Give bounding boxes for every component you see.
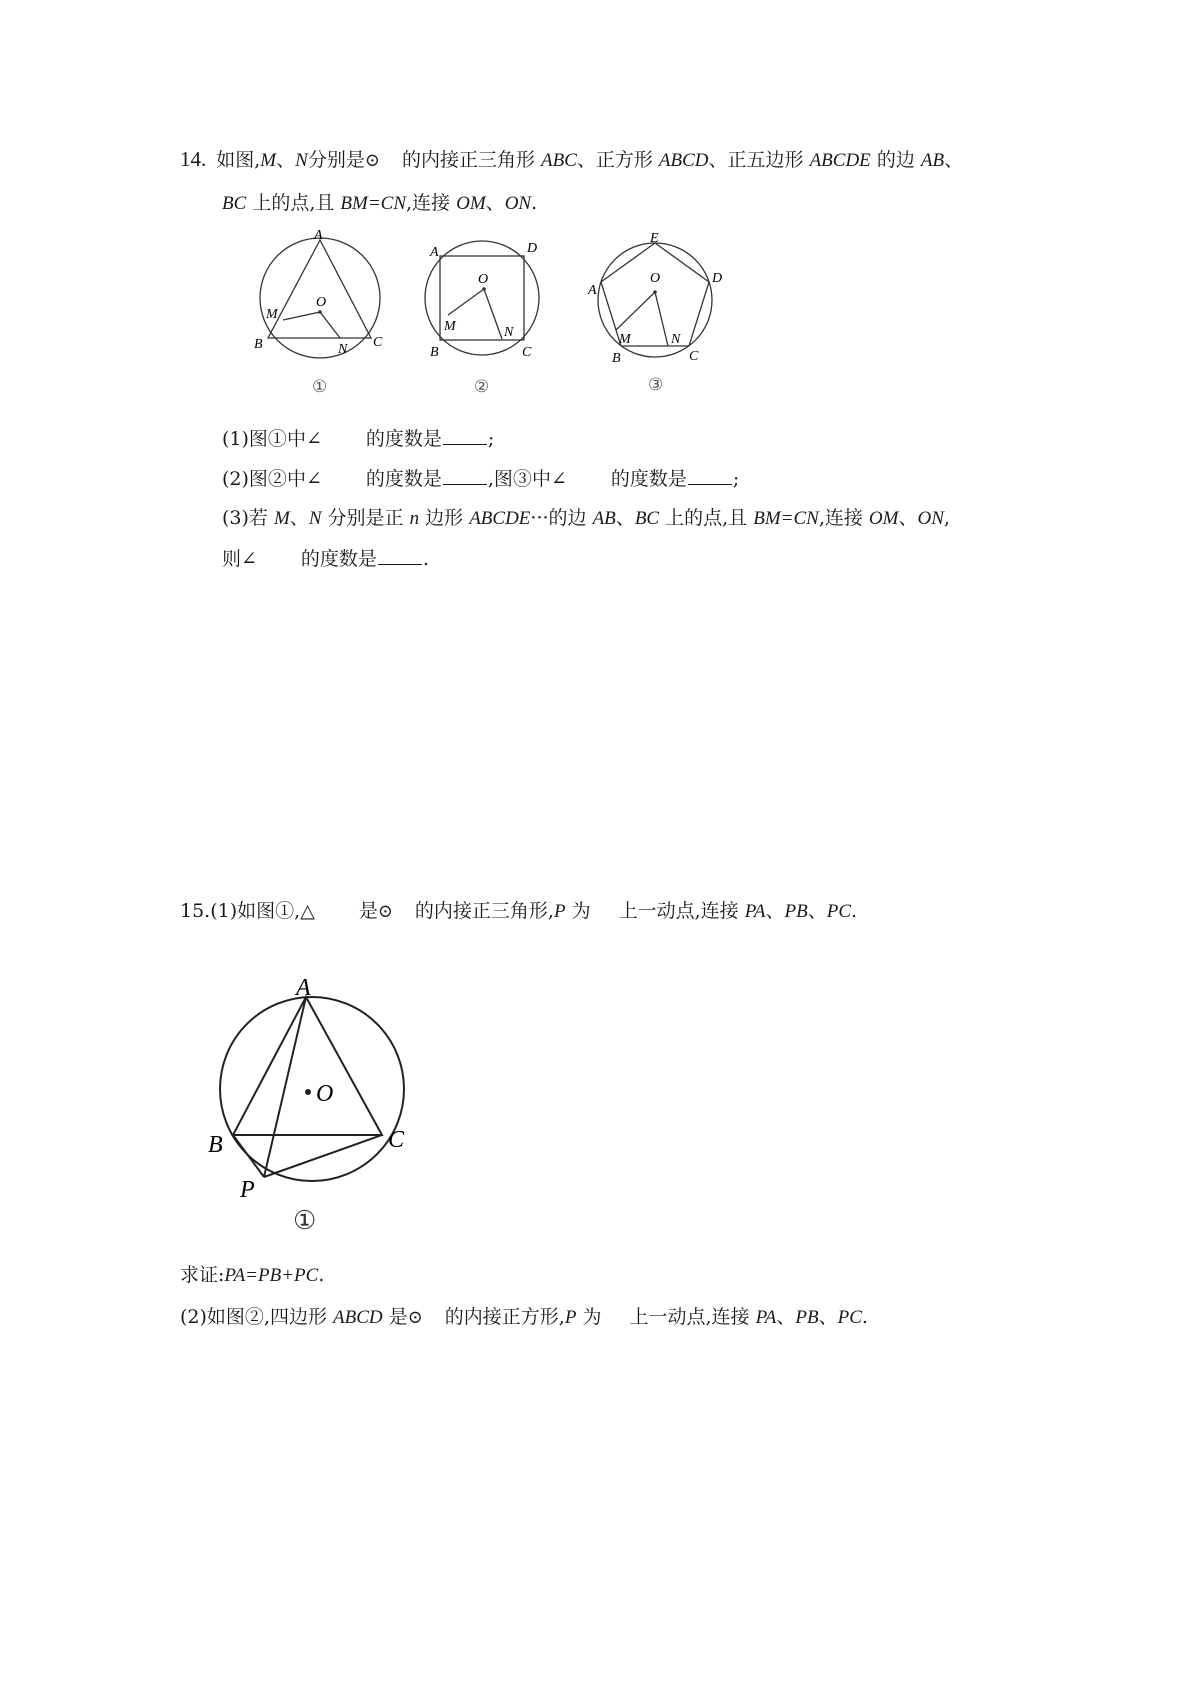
- figure-caption: ①: [312, 377, 328, 396]
- figure-caption: ③: [648, 375, 664, 394]
- q14-line-1: 14. 如图,M、N分别是⊙ 的内接正三角形 ABC、正方形 ABCD、正五边形 ABCDE 的边 AB、: [180, 147, 964, 171]
- label-M: M: [444, 319, 456, 334]
- label-O: O: [316, 295, 327, 310]
- label-N: N: [338, 342, 348, 357]
- answer-blank[interactable]: [443, 426, 487, 445]
- q15-line-1: 15.(1)如图①,△ 是⊙ 的内接正三角形,P 为 上一动点,连接 PA、PB、PC.: [180, 900, 858, 922]
- label-M: M: [619, 332, 631, 347]
- label-O: O: [316, 1081, 334, 1107]
- label-N: N: [504, 325, 514, 340]
- figure-caption: ②: [474, 377, 490, 396]
- q14-part-2: (2)图②中∠ 的度数是 ,图③中∠ 的度数是 ;: [222, 468, 740, 490]
- label-A: A: [588, 283, 597, 298]
- label-C: C: [522, 345, 532, 360]
- q14-part-3: (3)若 M、N 分别是正 n 边形 ABCDE···的边 AB、BC 上的点,且 BM=CN,连接 OM、ON,: [222, 507, 950, 529]
- label-O: O: [478, 272, 489, 287]
- figure-15-triangle: [200, 975, 420, 1235]
- circle-dot-symbol: ⊙: [407, 1307, 423, 1328]
- circle-dot-symbol: ⊙: [377, 901, 393, 922]
- label-E: E: [650, 231, 659, 246]
- answer-blank[interactable]: [443, 466, 487, 485]
- label-P: P: [240, 1177, 255, 1203]
- label-B: B: [254, 337, 263, 352]
- label-A: A: [296, 975, 311, 1001]
- q15-proof-line: 求证:PA=PB+PC.: [180, 1264, 325, 1286]
- q14-part-3-cont: 则∠ 的度数是 .: [222, 548, 429, 570]
- label-C: C: [373, 335, 383, 350]
- label-A: A: [430, 245, 439, 260]
- figure-3-pentagon: [585, 230, 735, 400]
- label-B: B: [208, 1132, 223, 1158]
- answer-blank[interactable]: [688, 466, 732, 485]
- label-A: A: [314, 230, 323, 243]
- question-number: 14.: [180, 147, 207, 171]
- figure-1-triangle: [240, 230, 390, 400]
- q14-line-2: BC 上的点,且 BM=CN,连接 OM、ON.: [222, 192, 538, 214]
- figure-2-square: [420, 232, 550, 400]
- circle-dot-symbol: ⊙: [364, 150, 380, 171]
- label-D: D: [527, 241, 538, 256]
- label-N: N: [671, 332, 681, 347]
- label-C: C: [689, 349, 699, 364]
- q15-line-2: (2)如图②,四边形 ABCD 是⊙ 的内接正方形,P 为 上一动点,连接 PA、PB、PC.: [180, 1306, 868, 1328]
- label-O: O: [650, 271, 661, 286]
- answer-blank[interactable]: [378, 546, 422, 565]
- label-B: B: [612, 351, 621, 366]
- label-M: M: [266, 307, 278, 322]
- label-B: B: [430, 345, 439, 360]
- label-D: D: [712, 271, 723, 286]
- q14-part-1: (1)图①中∠ 的度数是 ;: [222, 428, 495, 450]
- figure-caption: ①: [293, 1206, 317, 1235]
- label-C: C: [388, 1127, 405, 1153]
